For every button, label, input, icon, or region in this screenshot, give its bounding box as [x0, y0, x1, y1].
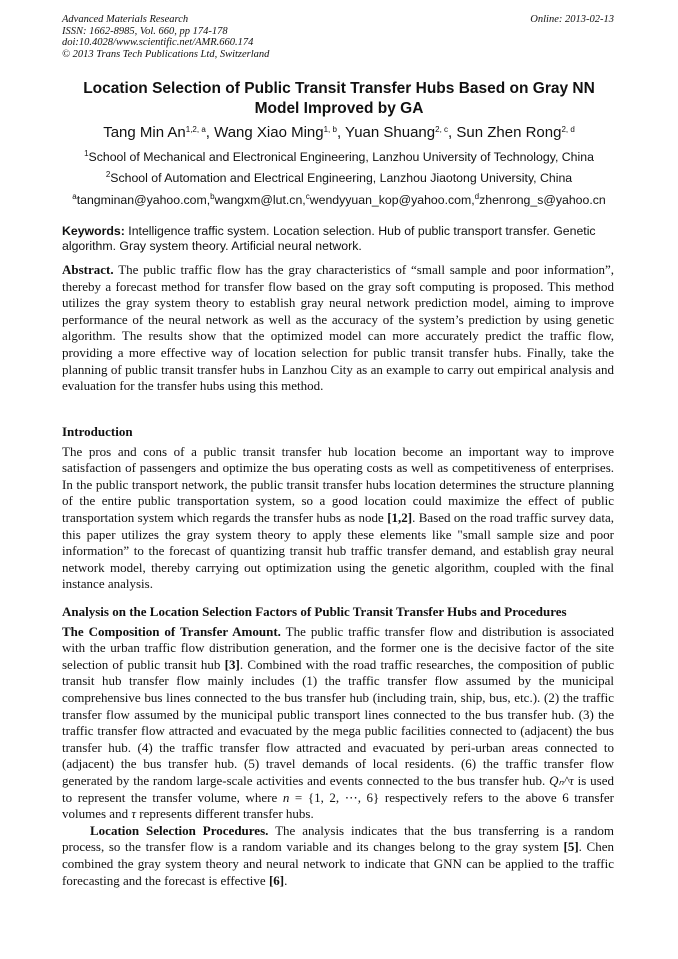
text: . Combined with the road traffic researches, the composition of public transit hub transfer flow mainly includes (1) the traffic transfer flow assumed by the municipal comprehensive bus lines connected to the bus transfer hub (including train, ship, bus, etc.). (2) the traffic transfer flow assumed by the municipal public transport lines connected to the bus transfer hub. (3) the traffic transfer flow attracted and evacuated by the mega public facilities connected to (adjacent) the bus transfer hub. (4) the traffic transfer flow attracted and evacuated by peri-urban areas connected to (adjacent) the bus transfer hub. (5) travel demands of local residents. (6) the traffic transfer flow generated by the random large-scale activities and events connected to the bus transfer hub. — [62, 656, 614, 788]
abstract — [62, 262, 614, 395]
text: . Chen combined the gray system theory and neural network to indicate that GNN can be applied to the traffic forecasting and the forecast is effective — [62, 839, 614, 888]
bold-text: Location Selection Procedures. — [90, 822, 269, 838]
author-sup: 2, d — [561, 125, 575, 134]
analysis-section — [62, 604, 614, 889]
author: Wang Xiao Ming — [214, 124, 324, 141]
text: . Based on the road traffic survey data, this paper utilizes the gray system theory to apply these elements like "small sample size and poor information” to the forecast of quantizing transit hub traffic transfer demand, and establish gray neural network model, thereby carrying out optimization using the genetic algorithm, coupled with the final instance analysis. — [62, 509, 614, 592]
author-sup: 2, c — [435, 125, 449, 134]
paragraph — [62, 823, 614, 889]
journal-name: Advanced Materials Research — [62, 14, 189, 25]
paragraph — [62, 624, 614, 823]
text: The pros and cons of a public transit transfer hub location become an important way to improve satisfaction of passengers and optimize the bus operating costs as well as competitiveness of enterprises. In the public transport network, the public transit transfer hubs location determines the structure planning of the entire public transportation system, so a good location could maximize the effect of public transportation system which regards the transfer hubs as node — [62, 443, 614, 525]
paragraph — [62, 444, 614, 593]
author-sup: 1,2, a — [185, 125, 206, 134]
keywords — [62, 224, 614, 254]
section-heading: Analysis on the Location Selection Factors of Public Transit Transfer Hubs and Procedures — [62, 604, 567, 619]
email[interactable]: tangminan@yahoo.com, — [76, 193, 211, 207]
text: represents different transfer hubs. — [135, 806, 314, 822]
author: Tang Min An — [103, 124, 186, 141]
affiliation — [40, 171, 638, 185]
email-sup: a — [72, 192, 77, 201]
issn: ISSN: 1662-8985, Vol. 660, pp 174-178 — [62, 25, 228, 37]
affiliation — [40, 150, 638, 164]
author-sup: 1, b — [323, 125, 337, 134]
aff-text: School of Mechanical and Electronical Engineering, Lanzhou University of Technology, China — [88, 150, 594, 164]
bold-text: The Composition of Transfer Amount. — [62, 623, 281, 639]
aff-sup: 2 — [105, 170, 111, 179]
bold-text: [5] — [563, 839, 579, 855]
aff-text: School of Automation and Electrical Engineering, Lanzhou Jiaotong University, China — [110, 171, 573, 185]
section-heading: Introduction — [62, 424, 133, 439]
email-sup: b — [210, 192, 215, 201]
paragraph — [62, 262, 614, 395]
copyright: © 2013 Trans Tech Publications Ltd, Switzerland — [62, 48, 270, 60]
bold-text: [3] — [224, 656, 240, 672]
journal-info — [62, 14, 269, 60]
email-sup: d — [474, 192, 480, 201]
bold-text: Abstract. — [62, 262, 114, 277]
math-text: τ — [131, 806, 136, 822]
email-sup: c — [305, 192, 310, 201]
keywords-label: Keywords: — [62, 224, 125, 238]
email[interactable]: zhenrong_s@yahoo.cn — [479, 193, 606, 207]
emails — [40, 193, 638, 207]
text: The public traffic flow has the gray characteristics of “small sample and poor information”, thereby a forecast method for transfer flow based on the gray soft computing is proposed. This method utilizes the gray system theory to establish gray neural network prediction model, aiming to improve performance of the neural network as well as the accuracy of the system’s prediction by using genetic algorithm. The results show that the optimized model can more accurately predict the traffic flow, providing a more effective way of location selection for public transit transfer hubs. Finally, take the planning of public transit transfer hubs in Lanzhou City as an example to carry out empirical analysis and evaluation for the transfer hubs using this method. — [62, 262, 614, 394]
aff-sup: 1 — [84, 149, 89, 158]
math-text: Qₙ^τ — [549, 772, 574, 788]
math-text: n — [282, 789, 290, 805]
email[interactable]: wendyyuan_kop@yahoo.com, — [309, 193, 475, 207]
introduction-section — [62, 424, 614, 593]
keywords-text: Intelligence traffic system. Location selection. Hub of public transport transfer. Genetic algorithm. Gray system theory. Artificial neural network. — [62, 224, 596, 253]
text: . — [284, 872, 288, 888]
text: = {1, 2, ⋯, 6} respectively refers to the above 6 transfer volumes and — [62, 789, 614, 822]
authors: Tang Min An$^{1,2, a}$, Wang Xiao Ming$^{1, b}$, Yuan Shuang$^{2, c}$, Sun Zhen Rong$^{2, d}$ — [103, 124, 575, 141]
bold-text: [6] — [268, 872, 285, 888]
paper-title: Location Selection of Public Transit Transfer Hubs Based on Gray NN Model Improved by GA — [83, 80, 595, 117]
text: The analysis indicates that the bus transferring is a random process, so the transfer flow is a random variable and its changes belong to the gray system — [62, 822, 614, 855]
online-date: Online: 2013-02-13 — [530, 14, 614, 25]
text: is used to represent the transfer volume, where — [62, 772, 614, 805]
author: Yuan Shuang — [345, 124, 436, 141]
text: The public traffic transfer flow and distribution is associated with the urban traffic flow distribution generation, and the former one is the decisive factor of the site selection of public transit hub — [62, 623, 615, 672]
author: Sun Zhen Rong — [456, 124, 562, 141]
bold-text: [1,2] — [387, 509, 413, 525]
email[interactable]: wangxm@lut.cn, — [214, 193, 306, 207]
doi: doi:10.4028/www.scientific.net/AMR.660.174 — [62, 37, 254, 48]
